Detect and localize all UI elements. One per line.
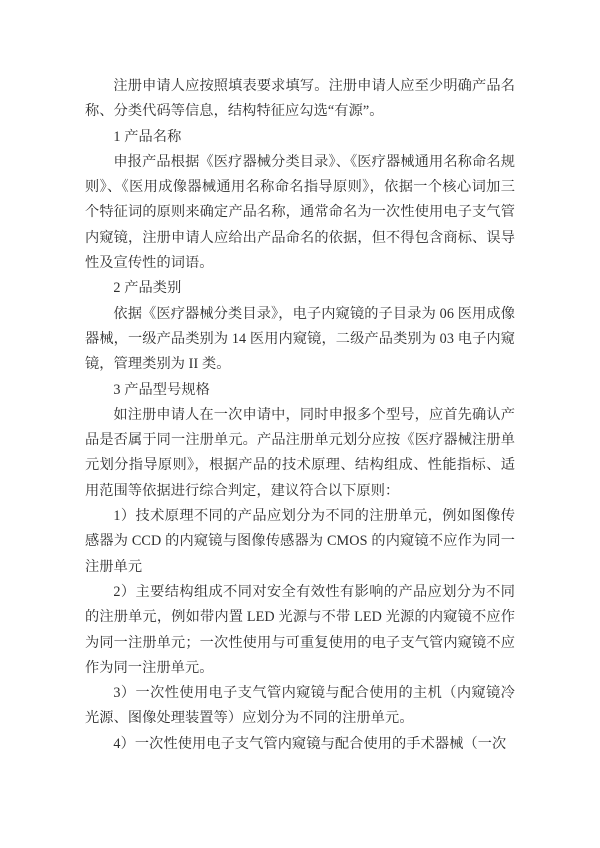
section-heading-model-spec: 3 产品型号规格 (113, 381, 210, 398)
paragraph-product-name: 申报产品根据《医疗器械分类目录》、《医疗器械通用名称命名规则》、《医用成像器械通用名称命名指导原则》，依据一个核心词加三个特征词的原则来确定产品名称，通常命名为一次性使用电子支气管内窥镜，注册申请人应给出产品命名的依据，但不得包含商标、误导性及宣传性的词语。 (85, 153, 515, 272)
paragraph-rule-3: 3）一次性使用电子支气管内窥镜与配合使用的主机（内窥镜冷光源、图像处理装置等）应划分为不同的注册单元。 (85, 685, 515, 727)
paragraph-rule-1: 1）技术原理不同的产品应划分为不同的注册单元，例如图像传感器为 CCD 的内窥镜与图像传感器为 CMOS 的内窥镜不应作为同一注册单元 (85, 508, 515, 575)
paragraph-intro: 注册申请人应按照填表要求填写。注册申请人应至少明确产品名称、分类代码等信息，结构特征应勾选“有源”。 (85, 78, 515, 120)
paragraph-model-spec-intro: 如注册申请人在一次申请中，同时申报多个型号，应首先确认产品是否属于同一注册单元。产品注册单元划分应按《医疗器械注册单元划分指导原则》，根据产品的技术原理、结构组成、性能指标、适用范围等依据进行综合判定，建议符合以下原则： (85, 406, 515, 499)
document-body-text (85, 74, 515, 757)
section-heading-product-name: 1 产品名称 (113, 128, 182, 145)
paragraph-product-category: 依据《医疗器械分类目录》，电子内窥镜的子目录为 06 医用成像器械，一级产品类别为 14 医用内窥镜，二级产品类别为 03 电子内窥镜，管理类别为 II 类。 (85, 305, 515, 373)
paragraph-rule-4-truncated: 4）一次性使用电子支气管内窥镜与配合使用的手术器械（一次 (113, 735, 507, 752)
section-heading-product-category: 2 产品类别 (113, 280, 182, 297)
paragraph-rule-2: 2）主要结构组成不同对安全有效性有影响的产品应划分为不同的注册单元，例如带内置 LED 光源与不带 LED 光源的内窥镜不应作为同一注册单元；一次性使用与可重复使用的电子支气管内窥镜不应作为同一注册单元。 (85, 583, 515, 676)
